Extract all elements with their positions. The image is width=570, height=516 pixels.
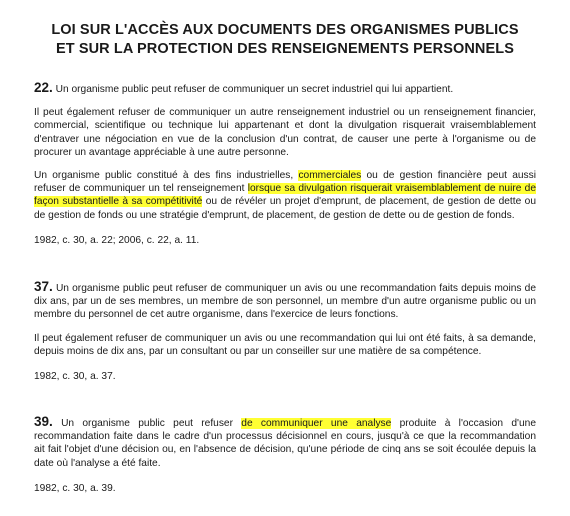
text-segment: ou de révéler un projet d'emprunt, de placement, de gestion de dette ou de gestion de fonds ou une stratégie d'emprunt, de placement, de gestion de dette ou de gestion de fonds. (34, 196, 537, 221)
text-segment: produite à l'occasion d'une recommandation faite dans le cadre d'un processus décisionnel en cours, jusqu'à ce que la recommandation ait fait l'objet d'une décision ou, en l'absence de décision, qu'une période de cinq ans se soit écoulée depuis la date où l'analyse a été faite. (34, 418, 536, 469)
highlight-analyse: de communiquer une analyse (241, 418, 392, 429)
article-37-lead (34, 280, 536, 322)
article-number: 37. (34, 279, 53, 294)
article-39-lead (34, 415, 536, 470)
article-22-paragraph-3 (34, 169, 536, 222)
highlight-commerciales: commerciales (298, 170, 362, 182)
article-22 (34, 81, 536, 247)
article-39-reference: 1982, c. 30, a. 39. (34, 482, 116, 494)
article-37-paragraph-1: Un organisme public peut refuser de communiquer un avis ou une recommandation faits depuis moins de dix ans, par un de ses membres, un membre de son personnel, un membre d'un autre organisme public ou un membre du personnel de cet autre organisme, dans l'exercice de leurs fonctions. (34, 283, 536, 321)
title-line-2: ET SUR LA PROTECTION DES RENSEIGNEMENTS PERSONNELS (55, 41, 515, 57)
article-37-reference: 1982, c. 30, a. 37. (34, 371, 116, 383)
article-22-lead (34, 81, 536, 96)
article-39 (34, 415, 536, 495)
article-37-paragraph-2: Il peut également refuser de communiquer un avis ou une recommandation qui lui ont été faits, à sa demande, depuis moins de dix ans, par un consultant ou par un conseiller sur une matière de sa compétence. (34, 332, 536, 357)
text-segment: Un organisme public constitué à des fins industrielles, (34, 170, 299, 182)
text-segment: Un organisme public peut refuser (61, 418, 242, 429)
text-segment: ou de gestion financière peut aussi refuser de communiquer un tel renseignement (34, 170, 536, 195)
article-22-paragraph-1: Un organisme public peut refuser de communiquer un secret industriel qui lui appartient. (55, 84, 454, 95)
article-37 (34, 280, 536, 383)
highlight-competitivite: lorsque sa divulgation risquerait vraisemblablement de nuire de façon substantielle à sa compétitivité (34, 183, 536, 208)
article-22-reference: 1982, c. 30, a. 22; 2006, c. 22, a. 11. (34, 234, 200, 246)
article-number: 39. (34, 414, 53, 429)
article-number: 22. (34, 80, 53, 95)
document-title (34, 0, 536, 59)
title-line-1: LOI SUR L'ACCÈS AUX DOCUMENTS DES ORGANISMES PUBLICS (51, 22, 519, 38)
article-22-paragraph-2: Il peut également refuser de communiquer un autre renseignement industriel ou un renseignement financier, commercial, scientifique ou technique lui appartenant et dont la divulgation risquerait vraisemblablement d'entraver une négociation en vue de la conclusion d'un contrat, de causer une perte à l'organisme ou de procurer un avantage appréciable à une autre personne. (34, 107, 536, 158)
